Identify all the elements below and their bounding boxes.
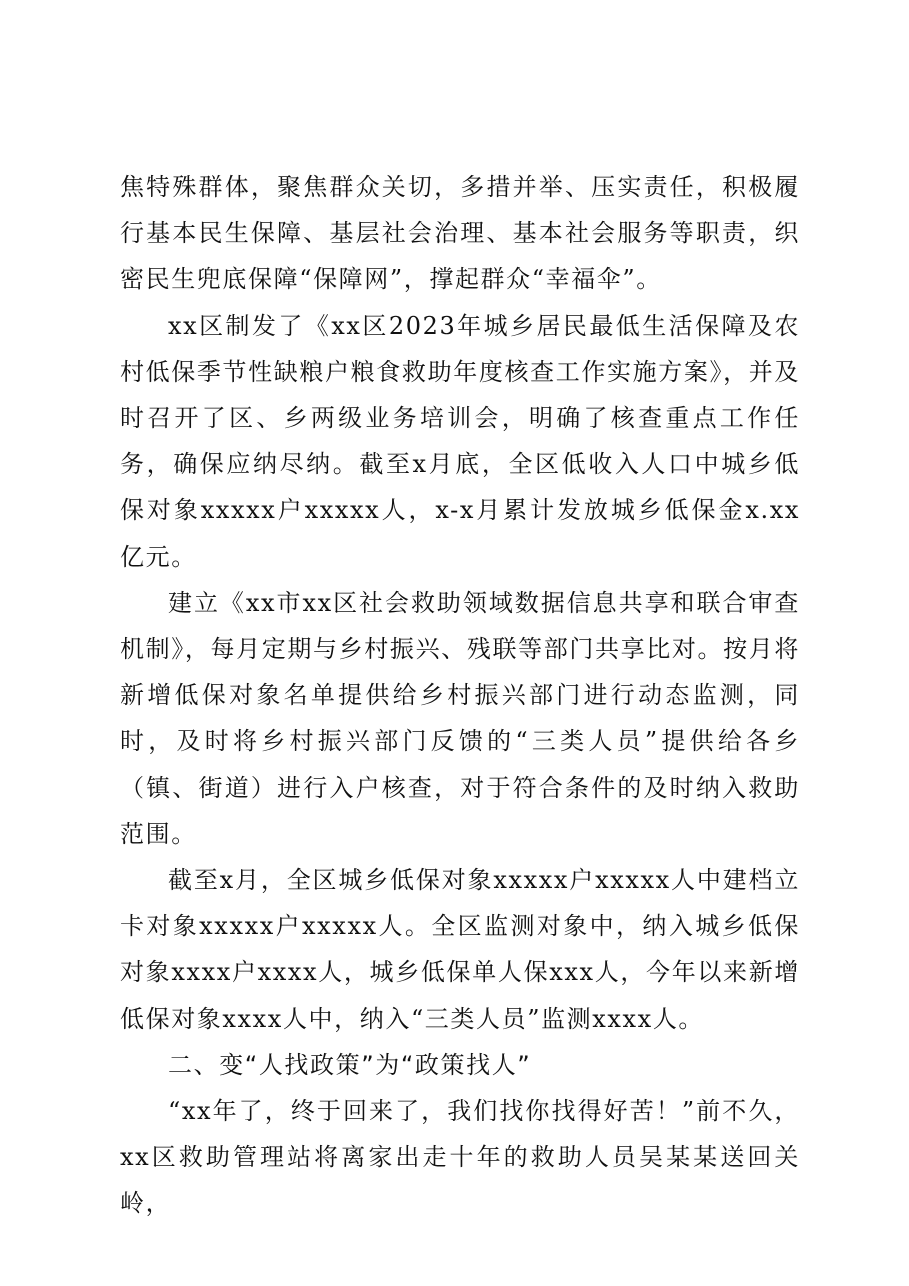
section-heading: 二、变“人找政策”为“政策找人” [168,1050,532,1079]
paragraph-rescue-story: “xx年了，终于回来了，我们找你找得好苦！”前不久，xx区救助管理站将离家出走十年的救助人员吴某某送回关岭， [120,1097,800,1218]
paragraph-statistics: 截至x月，全区城乡低保对象xxxxx户xxxxx人中建档立卡对象xxxxx户xxxxx人。全区监测对象中，纳入城乡低保对象xxxx户xxxx人，城乡低保单人保xxx人，今年以来新增低保对象xxxx人中，纳入“三类人员”监测xxxx人。 [120,866,800,1033]
paragraph-data-sharing-mechanism: 建立《xx市xx区社会救助领域数据信息共享和联合审查机制》，每月定期与乡村振兴、残联等部门共享比对。按月将新增低保对象名单提供给乡村振兴部门进行动态监测，同时，及时将乡村振兴部门反馈的“三类人员”提供给各乡（镇、街道）进行入户核查，对于符合条件的及时纳入救助范围。 [120,588,800,848]
paragraph-continued: 焦特殊群体，聚焦群众关切，多措并举、压实责任，积极履行基本民生保障、基层社会治理、基本社会服务等职责，织密民生兜底保障“保障网”，撑起群众“幸福伞”。 [120,173,800,294]
document-body [120,164,800,1227]
paragraph-low-income-verification: xx区制发了《xx区2023年城乡居民最低生活保障及农村低保季节性缺粮户粮食救助年度核查工作实施方案》，并及时召开了区、乡两级业务培训会，明确了核查重点工作任务，确保应纳尽纳。截至x月底，全区低收入人口中城乡低保对象xxxxx户xxxxx人，x-x月累计发放城乡低保金x.xx亿元。 [120,311,800,571]
